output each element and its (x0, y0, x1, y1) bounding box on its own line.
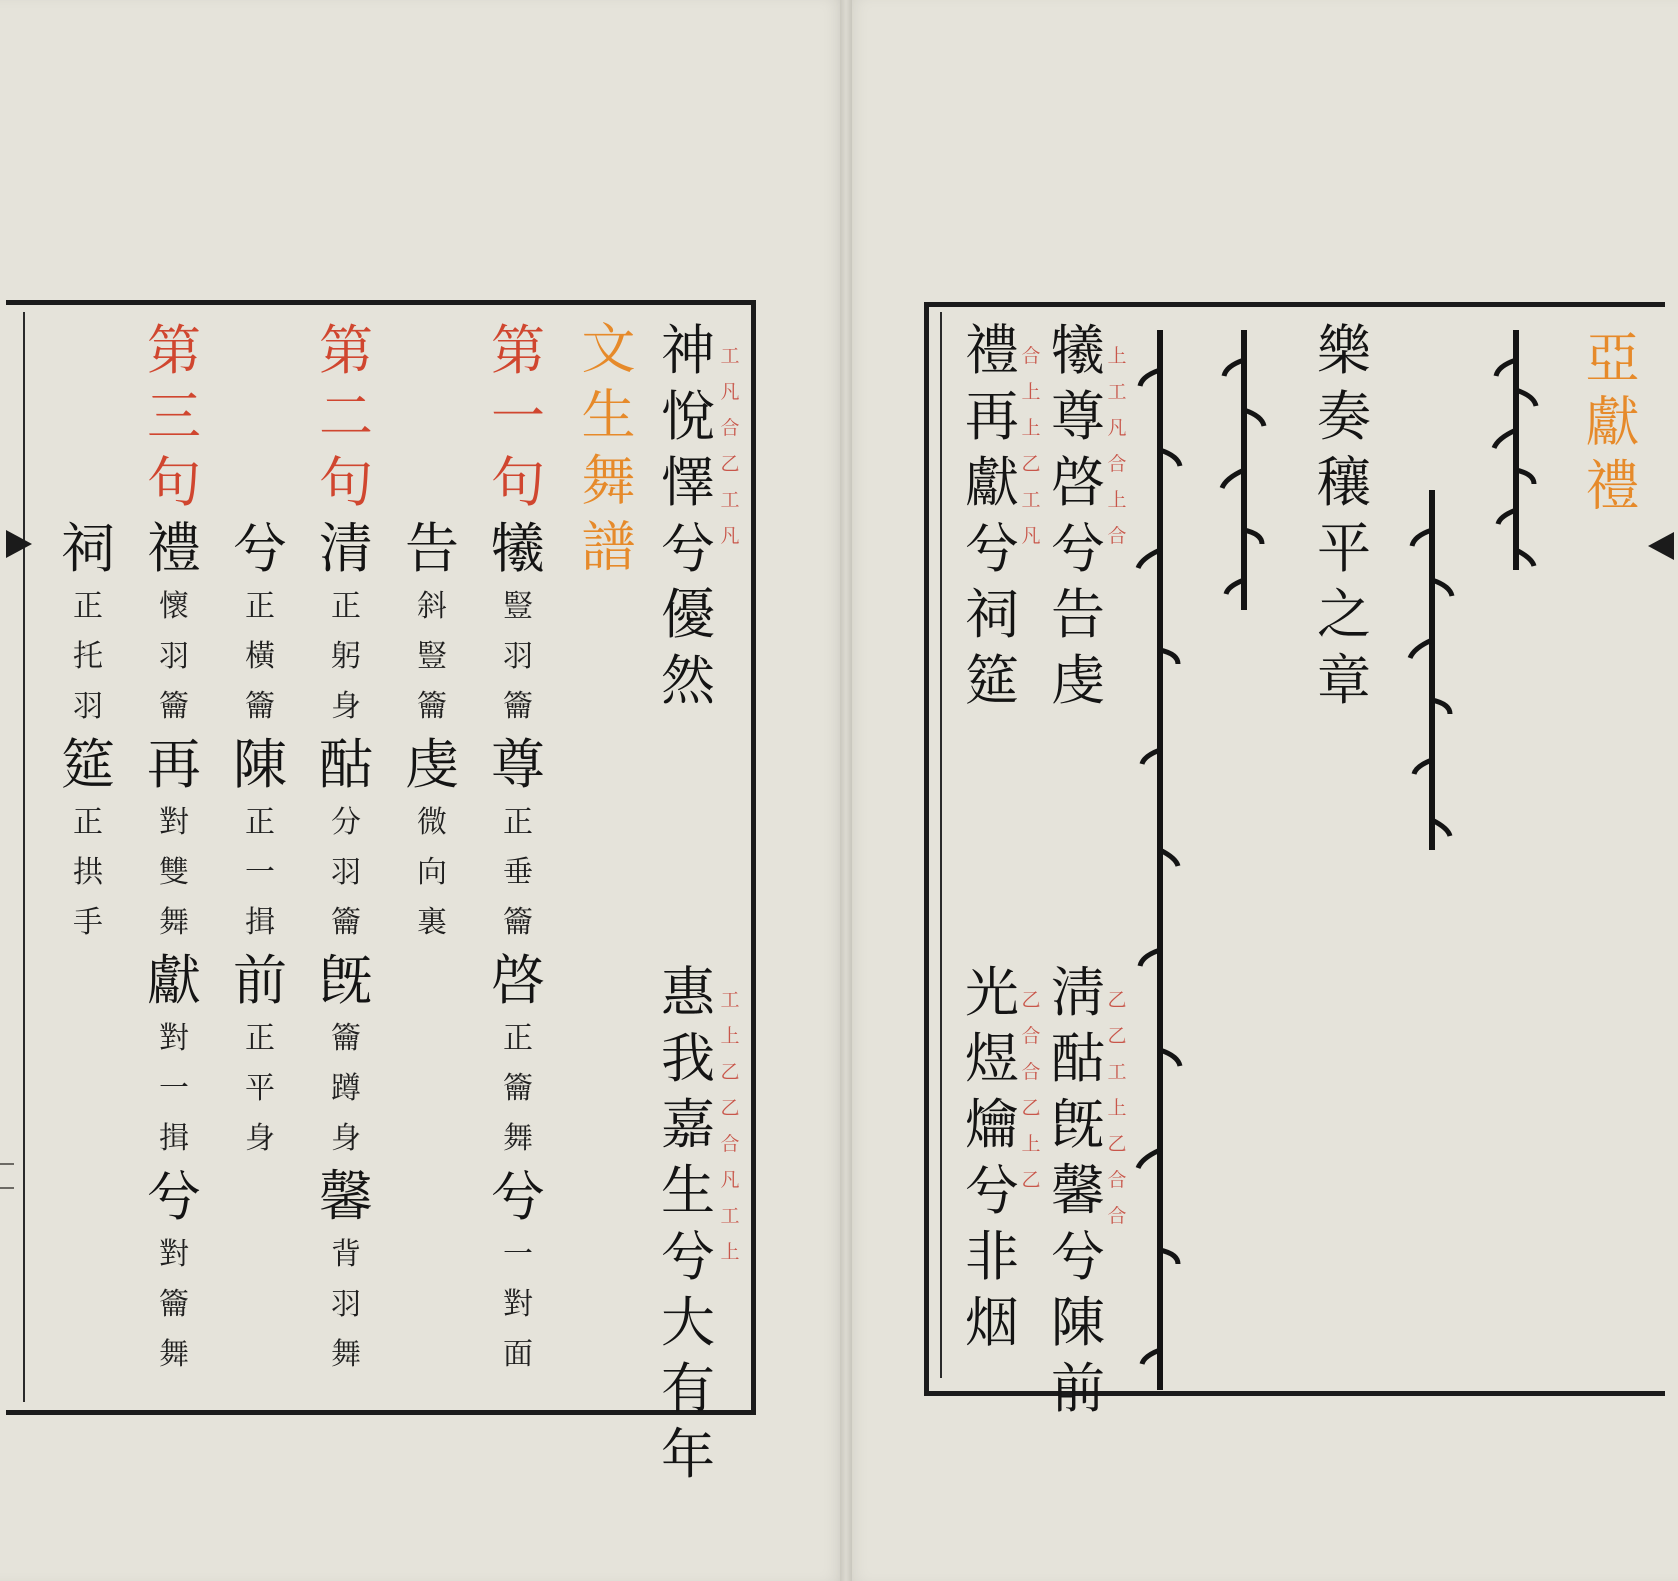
verse-char: 兮 (147, 1165, 201, 1228)
dance-instruction-char: 籥 (245, 689, 275, 724)
left-fishtail-mark (6, 530, 32, 558)
verse-char: 生 (661, 1159, 715, 1222)
verse-char: 筵 (61, 733, 115, 796)
dance-instruction-char: 對 (159, 1021, 189, 1056)
dance-instruction-char: 躬 (331, 639, 361, 674)
verse-char: 前 (233, 949, 287, 1012)
gongche-note: 凡 (1107, 417, 1127, 439)
verse-char: 兮 (233, 517, 287, 580)
gongche-notes-3 (1106, 338, 1128, 554)
gongche-note: 上 (1021, 417, 1041, 439)
dance-instruction-char: 籥 (417, 689, 447, 724)
verse-char: 我 (661, 1027, 715, 1090)
gongche-note: 乙 (720, 1097, 740, 1119)
verse-char: 清 (319, 517, 373, 580)
dance-instruction-char: 羽 (331, 1287, 361, 1322)
dance-instruction-char: 舞 (159, 905, 189, 940)
verse-char: 穰 (1317, 451, 1371, 514)
first-phrase-cont-column (396, 318, 468, 948)
verse-char: 樂 (1317, 319, 1371, 382)
dance-instruction-char: 羽 (73, 689, 103, 724)
verse-char: 獻 (965, 451, 1019, 514)
dance-instruction-char: 一 (503, 1237, 533, 1272)
gongche-note: 工 (1107, 1061, 1127, 1083)
verse-char: 犧 (491, 517, 545, 580)
gongche-note: 上 (1107, 489, 1127, 511)
dance-instruction-char: 向 (417, 855, 447, 890)
dance-instruction-char: 拱 (73, 855, 103, 890)
verse-column-4 (956, 318, 1028, 714)
verse-char: 告 (405, 517, 459, 580)
verse-char: 兮 (1051, 1225, 1105, 1288)
verse-column-6 (956, 960, 1028, 1356)
left-edge-tick (0, 1187, 14, 1189)
third-phrase-column (138, 318, 210, 1380)
dance-instruction-char: 籥 (503, 905, 533, 940)
verse-char: 筵 (965, 649, 1019, 712)
verse-char: 烟 (965, 1291, 1019, 1354)
verse-char: 懌 (661, 451, 715, 514)
verse-char: 旣 (1051, 1093, 1105, 1156)
dance-instruction-char: 正 (73, 589, 103, 624)
second-phrase-column (310, 318, 382, 1380)
verse-char: 兮 (965, 1159, 1019, 1222)
dance-instruction-char: 籥 (159, 689, 189, 724)
gongche-note: 上 (1021, 381, 1041, 403)
verse-column-1 (652, 318, 724, 714)
dance-instruction-char: 籥 (503, 689, 533, 724)
gongche-note: 乙 (1107, 1133, 1127, 1155)
dance-instruction-char: 羽 (503, 639, 533, 674)
dance-instruction-char: 籥 (159, 1287, 189, 1322)
gongche-notes-5 (1106, 982, 1128, 1234)
phrase-heading-char: 一 (491, 385, 545, 448)
manchu-script-column-1 (1484, 330, 1548, 580)
gongche-note: 乙 (1021, 453, 1041, 475)
gongche-notes-2 (719, 982, 741, 1270)
dance-instruction-char: 羽 (159, 639, 189, 674)
gongche-note: 合 (1021, 345, 1041, 367)
left-inner-rule (23, 312, 25, 1402)
verse-char: 尊 (491, 733, 545, 796)
gongche-note: 上 (1107, 345, 1127, 367)
dance-instruction-char: 橫 (245, 639, 275, 674)
verse-char: 平 (1317, 517, 1371, 580)
gongche-note: 乙 (1107, 1025, 1127, 1047)
dance-instruction-char: 背 (331, 1237, 361, 1272)
verse-char: 嘉 (661, 1093, 715, 1156)
verse-char: 惠 (661, 961, 715, 1024)
music-title-column (1308, 318, 1380, 714)
gongche-note: 凡 (1021, 525, 1041, 547)
verse-char: 兮 (491, 1165, 545, 1228)
verse-char: 有 (661, 1357, 715, 1420)
dance-instruction-char: 豎 (503, 589, 533, 624)
book-fold (840, 0, 852, 1581)
dance-instruction-char: 籥 (331, 905, 361, 940)
verse-char: 然 (661, 649, 715, 712)
verse-char: 前 (1051, 1357, 1105, 1420)
verse-char: 兮 (965, 517, 1019, 580)
verse-char: 非 (965, 1225, 1019, 1288)
verse-char: 虔 (1051, 649, 1105, 712)
verse-char: 犧 (1051, 319, 1105, 382)
verse-char: 兮 (661, 517, 715, 580)
verse-char: 告 (1051, 583, 1105, 646)
manchu-script-column-2 (1400, 490, 1464, 860)
dance-instruction-char: 對 (503, 1287, 533, 1322)
dance-instruction-char: 分 (331, 805, 361, 840)
verse-char: 馨 (1051, 1159, 1105, 1222)
verse-char: 虔 (405, 733, 459, 796)
dance-instruction-char: 籥 (331, 1021, 361, 1056)
verse-char: 陳 (233, 733, 287, 796)
dance-instruction-char: 正 (73, 805, 103, 840)
dance-instruction-char: 正 (245, 805, 275, 840)
gongche-note: 凡 (720, 381, 740, 403)
gongche-note: 凡 (720, 525, 740, 547)
verse-char: 祠 (61, 517, 115, 580)
phrase-heading-char: 第 (319, 319, 373, 382)
gongche-note: 合 (1107, 525, 1127, 547)
second-phrase-cont-column (224, 318, 296, 1164)
phrase-heading-char: 二 (319, 385, 373, 448)
gongche-note: 乙 (1021, 1169, 1041, 1191)
dance-instruction-char: 正 (503, 805, 533, 840)
verse-char: 再 (147, 733, 201, 796)
gongche-note: 乙 (1021, 1097, 1041, 1119)
dance-instruction-char: 面 (503, 1337, 533, 1372)
dance-instruction-char: 懷 (159, 589, 189, 624)
verse-column-5 (1042, 960, 1114, 1422)
verse-char: 啓 (491, 949, 545, 1012)
gongche-note: 上 (720, 1025, 740, 1047)
verse-char: 章 (1317, 649, 1371, 712)
verse-char: 大 (661, 1291, 715, 1354)
gongche-note: 合 (720, 417, 740, 439)
gongche-note: 合 (1107, 453, 1127, 475)
gongche-note: 上 (1107, 1097, 1127, 1119)
dance-instruction-char: 揖 (245, 905, 275, 940)
dance-instruction-char: 平 (245, 1071, 275, 1106)
gongche-notes-1 (719, 338, 741, 554)
gongche-note: 合 (720, 1133, 740, 1155)
verse-char: 尊 (1051, 385, 1105, 448)
dance-instruction-char: 一 (159, 1071, 189, 1106)
left-edge-tick (0, 1163, 14, 1165)
section-heading: 亞獻禮 (1577, 329, 1640, 521)
gongche-note: 凡 (720, 1169, 740, 1191)
phrase-heading-char: 第 (491, 319, 545, 382)
gongche-notes-6 (1020, 982, 1042, 1198)
verse-char: 神 (661, 319, 715, 382)
manchu-script-column-4 (1128, 330, 1192, 1400)
dance-instruction-char: 身 (331, 689, 361, 724)
manchu-script-column-3 (1212, 330, 1276, 620)
dance-instruction-char: 羽 (331, 855, 361, 890)
phrase-heading-char: 第 (147, 319, 201, 382)
phrase-heading-char: 句 (147, 451, 201, 514)
dance-instruction-char: 垂 (503, 855, 533, 890)
verse-char: 煜 (965, 1027, 1019, 1090)
gongche-note: 合 (1021, 1061, 1041, 1083)
dance-score-heading: 文生舞譜 (573, 320, 636, 584)
gongche-note: 乙 (720, 1061, 740, 1083)
verse-char: 年 (661, 1423, 715, 1486)
dance-instruction-char: 正 (331, 589, 361, 624)
section-heading-column (1572, 325, 1644, 525)
dance-instruction-char: 籥 (503, 1071, 533, 1106)
dance-instruction-char: 舞 (331, 1337, 361, 1372)
verse-char: 旣 (319, 949, 373, 1012)
right-inner-rule (940, 312, 942, 1378)
verse-char: 光 (965, 961, 1019, 1024)
verse-char: 悅 (661, 385, 715, 448)
verse-char: 酤 (1051, 1027, 1105, 1090)
verse-char: 爚 (965, 1093, 1019, 1156)
dance-instruction-char: 舞 (503, 1121, 533, 1156)
third-phrase-cont-column (52, 318, 124, 948)
right-fishtail-mark (1648, 532, 1674, 560)
dance-instruction-char: 雙 (159, 855, 189, 890)
dance-instruction-char: 正 (245, 589, 275, 624)
dance-instruction-char: 身 (245, 1121, 275, 1156)
dance-instruction-char: 微 (417, 805, 447, 840)
gongche-note: 上 (1021, 1133, 1041, 1155)
verse-char: 禮 (147, 517, 201, 580)
dance-instruction-char: 舞 (159, 1337, 189, 1372)
verse-char: 獻 (147, 949, 201, 1012)
verse-char: 馨 (319, 1165, 373, 1228)
gongche-note: 工 (720, 345, 740, 367)
gongche-note: 合 (1021, 1025, 1041, 1047)
dance-instruction-char: 揖 (159, 1121, 189, 1156)
gongche-note: 乙 (1021, 989, 1041, 1011)
verse-char: 優 (661, 583, 715, 646)
gongche-note: 乙 (720, 453, 740, 475)
dance-instruction-char: 一 (245, 855, 275, 890)
gongche-note: 上 (720, 1241, 740, 1263)
gongche-note: 工 (720, 1205, 740, 1227)
dance-instruction-char: 手 (73, 905, 103, 940)
verse-char: 淸 (1051, 961, 1105, 1024)
gongche-note: 工 (1107, 381, 1127, 403)
dance-instruction-char: 正 (245, 1021, 275, 1056)
gongche-note: 工 (720, 489, 740, 511)
verse-char: 陳 (1051, 1291, 1105, 1354)
gongche-note: 工 (720, 989, 740, 1011)
dance-instruction-char: 對 (159, 805, 189, 840)
dance-instruction-char: 托 (73, 639, 103, 674)
dance-heading-text (568, 320, 640, 584)
verse-char: 兮 (661, 1225, 715, 1288)
verse-char: 兮 (1051, 517, 1105, 580)
dance-instruction-char: 蹲 (331, 1071, 361, 1106)
dance-instruction-char: 正 (503, 1021, 533, 1056)
dance-instruction-char: 豎 (417, 639, 447, 674)
verse-char: 啓 (1051, 451, 1105, 514)
dance-instruction-char: 身 (331, 1121, 361, 1156)
verse-column-2 (652, 960, 724, 1488)
phrase-heading-char: 句 (319, 451, 373, 514)
verse-char: 之 (1317, 583, 1371, 646)
verse-char: 酤 (319, 733, 373, 796)
dance-instruction-char: 對 (159, 1237, 189, 1272)
gongche-note: 合 (1107, 1169, 1127, 1191)
verse-char: 祠 (965, 583, 1019, 646)
dance-instruction-char: 斜 (417, 589, 447, 624)
gongche-note: 工 (1021, 489, 1041, 511)
verse-char: 再 (965, 385, 1019, 448)
verse-char: 禮 (965, 319, 1019, 382)
gongche-note: 合 (1107, 1205, 1127, 1227)
first-phrase-column (482, 318, 554, 1380)
phrase-heading-char: 三 (147, 385, 201, 448)
gongche-notes-4 (1020, 338, 1042, 554)
dance-instruction-char: 裏 (417, 905, 447, 940)
verse-char: 奏 (1317, 385, 1371, 448)
phrase-heading-char: 句 (491, 451, 545, 514)
verse-column-3 (1042, 318, 1114, 714)
gongche-note: 乙 (1107, 989, 1127, 1011)
